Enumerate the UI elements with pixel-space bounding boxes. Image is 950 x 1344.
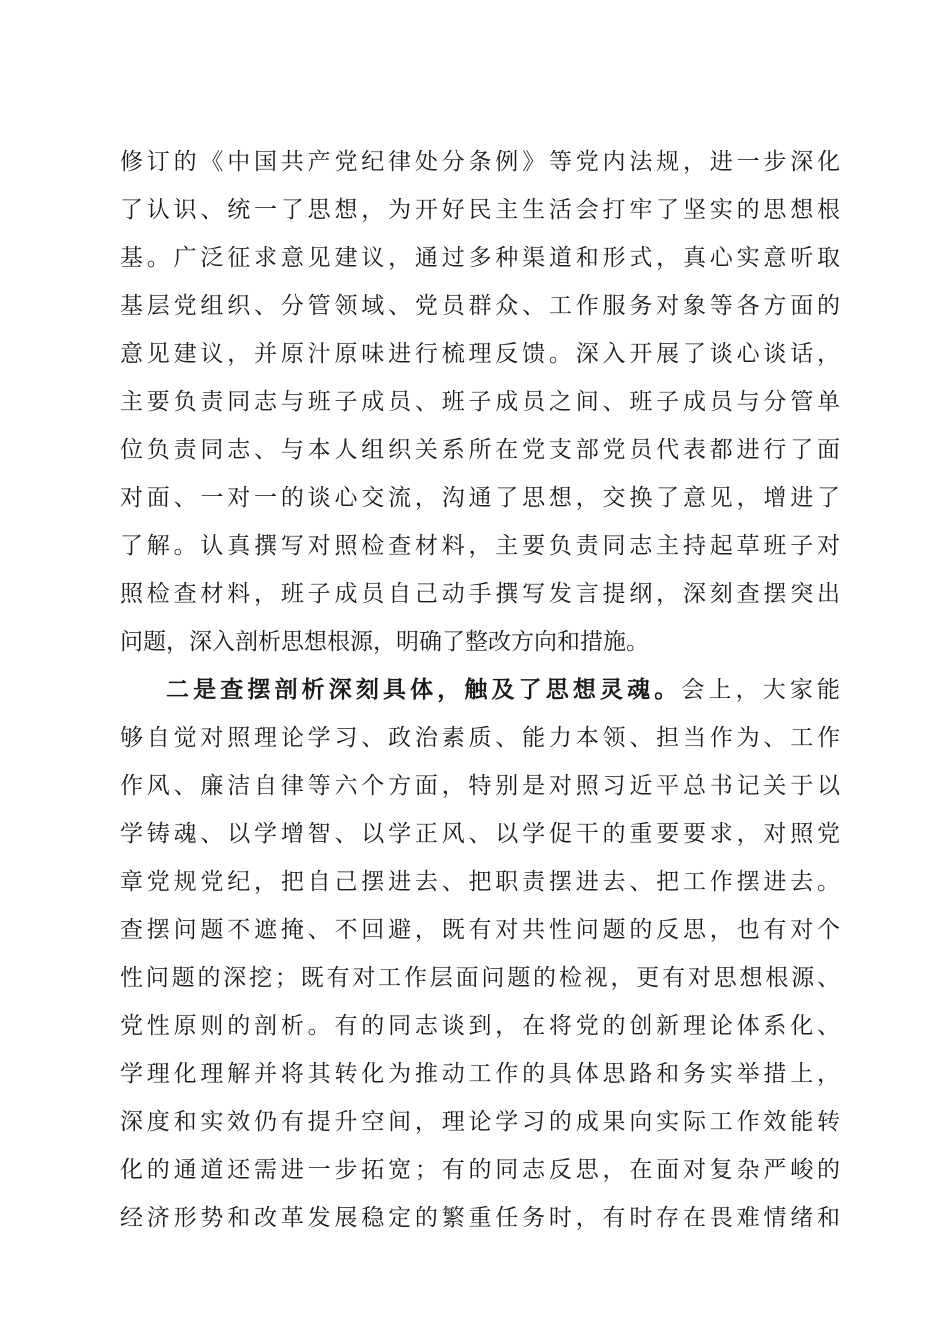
text-line: 了解。认真撰写对照检查材料，主要负责同志主持起草班子对: [120, 533, 840, 559]
text-line: 学理化理解并将其转化为推动工作的具体思路和务实举措上，: [120, 1061, 840, 1087]
paragraph-2: [120, 666, 840, 1242]
paragraph-first-line: [120, 666, 840, 714]
text-line: 学铸魂、以学增智、以学正风、以学促干的重要要求，对照党: [120, 821, 840, 847]
text-line: 作风、廉洁自律等六个方面，特别是对照习近平总书记关于以: [120, 773, 840, 799]
text-line: 位负责同志、与本人组织关系所在党支部党员代表都进行了面: [120, 437, 840, 463]
text-line: 基层党组织、分管领域、党员群众、工作服务对象等各方面的: [120, 293, 840, 319]
text-line: 性问题的深挖；既有对工作层面问题的检视，更有对思想根源、: [120, 965, 840, 991]
text-line: 问题，深入剖析思想根源，明确了整改方向和措施。: [120, 629, 649, 655]
text-line: 意见建议，并原汁原味进行梳理反馈。深入开展了谈心谈话，: [120, 341, 840, 367]
text-line: 化的通道还需进一步拓宽；有的同志反思，在面对复杂严峻的: [120, 1157, 840, 1183]
text-line: 经济形势和改革发展稳定的繁重任务时，有时存在畏难情绪和: [120, 1205, 840, 1231]
paragraph-1: [120, 138, 840, 666]
text-line: 查摆问题不遮掩、不回避，既有对共性问题的反思，也有对个: [120, 917, 840, 943]
paragraph-heading: 二是查摆剖析深刻具体，触及了思想灵魂。: [166, 676, 682, 703]
text-line: 够自觉对照理论学习、政治素质、能力本领、担当作为、工作: [120, 725, 840, 751]
text-line: 深度和实效仍有提升空间，理论学习的成果向实际工作效能转: [120, 1109, 840, 1135]
text-run: 会上，大家能: [681, 677, 840, 703]
text-line: 主要负责同志与班子成员、班子成员之间、班子成员与分管单: [120, 389, 840, 415]
text-line: 修订的《中国共产党纪律处分条例》等党内法规，进一步深化: [120, 149, 840, 175]
text-line: 基。广泛征求意见建议，通过多种渠道和形式，真心实意听取: [120, 245, 840, 271]
document-body: [120, 138, 840, 1242]
text-line: 了认识、统一了思想，为开好民主生活会打牢了坚实的思想根: [120, 197, 840, 223]
text-line: 党性原则的剖析。有的同志谈到，在将党的创新理论体系化、: [120, 1013, 840, 1039]
text-line: 照检查材料，班子成员自己动手撰写发言提纲，深刻查摆突出: [120, 581, 840, 607]
text-line: 对面、一对一的谈心交流，沟通了思想，交换了意见，增进了: [120, 485, 840, 511]
text-line: 章党规党纪，把自己摆进去、把职责摆进去、把工作摆进去。: [120, 869, 840, 895]
